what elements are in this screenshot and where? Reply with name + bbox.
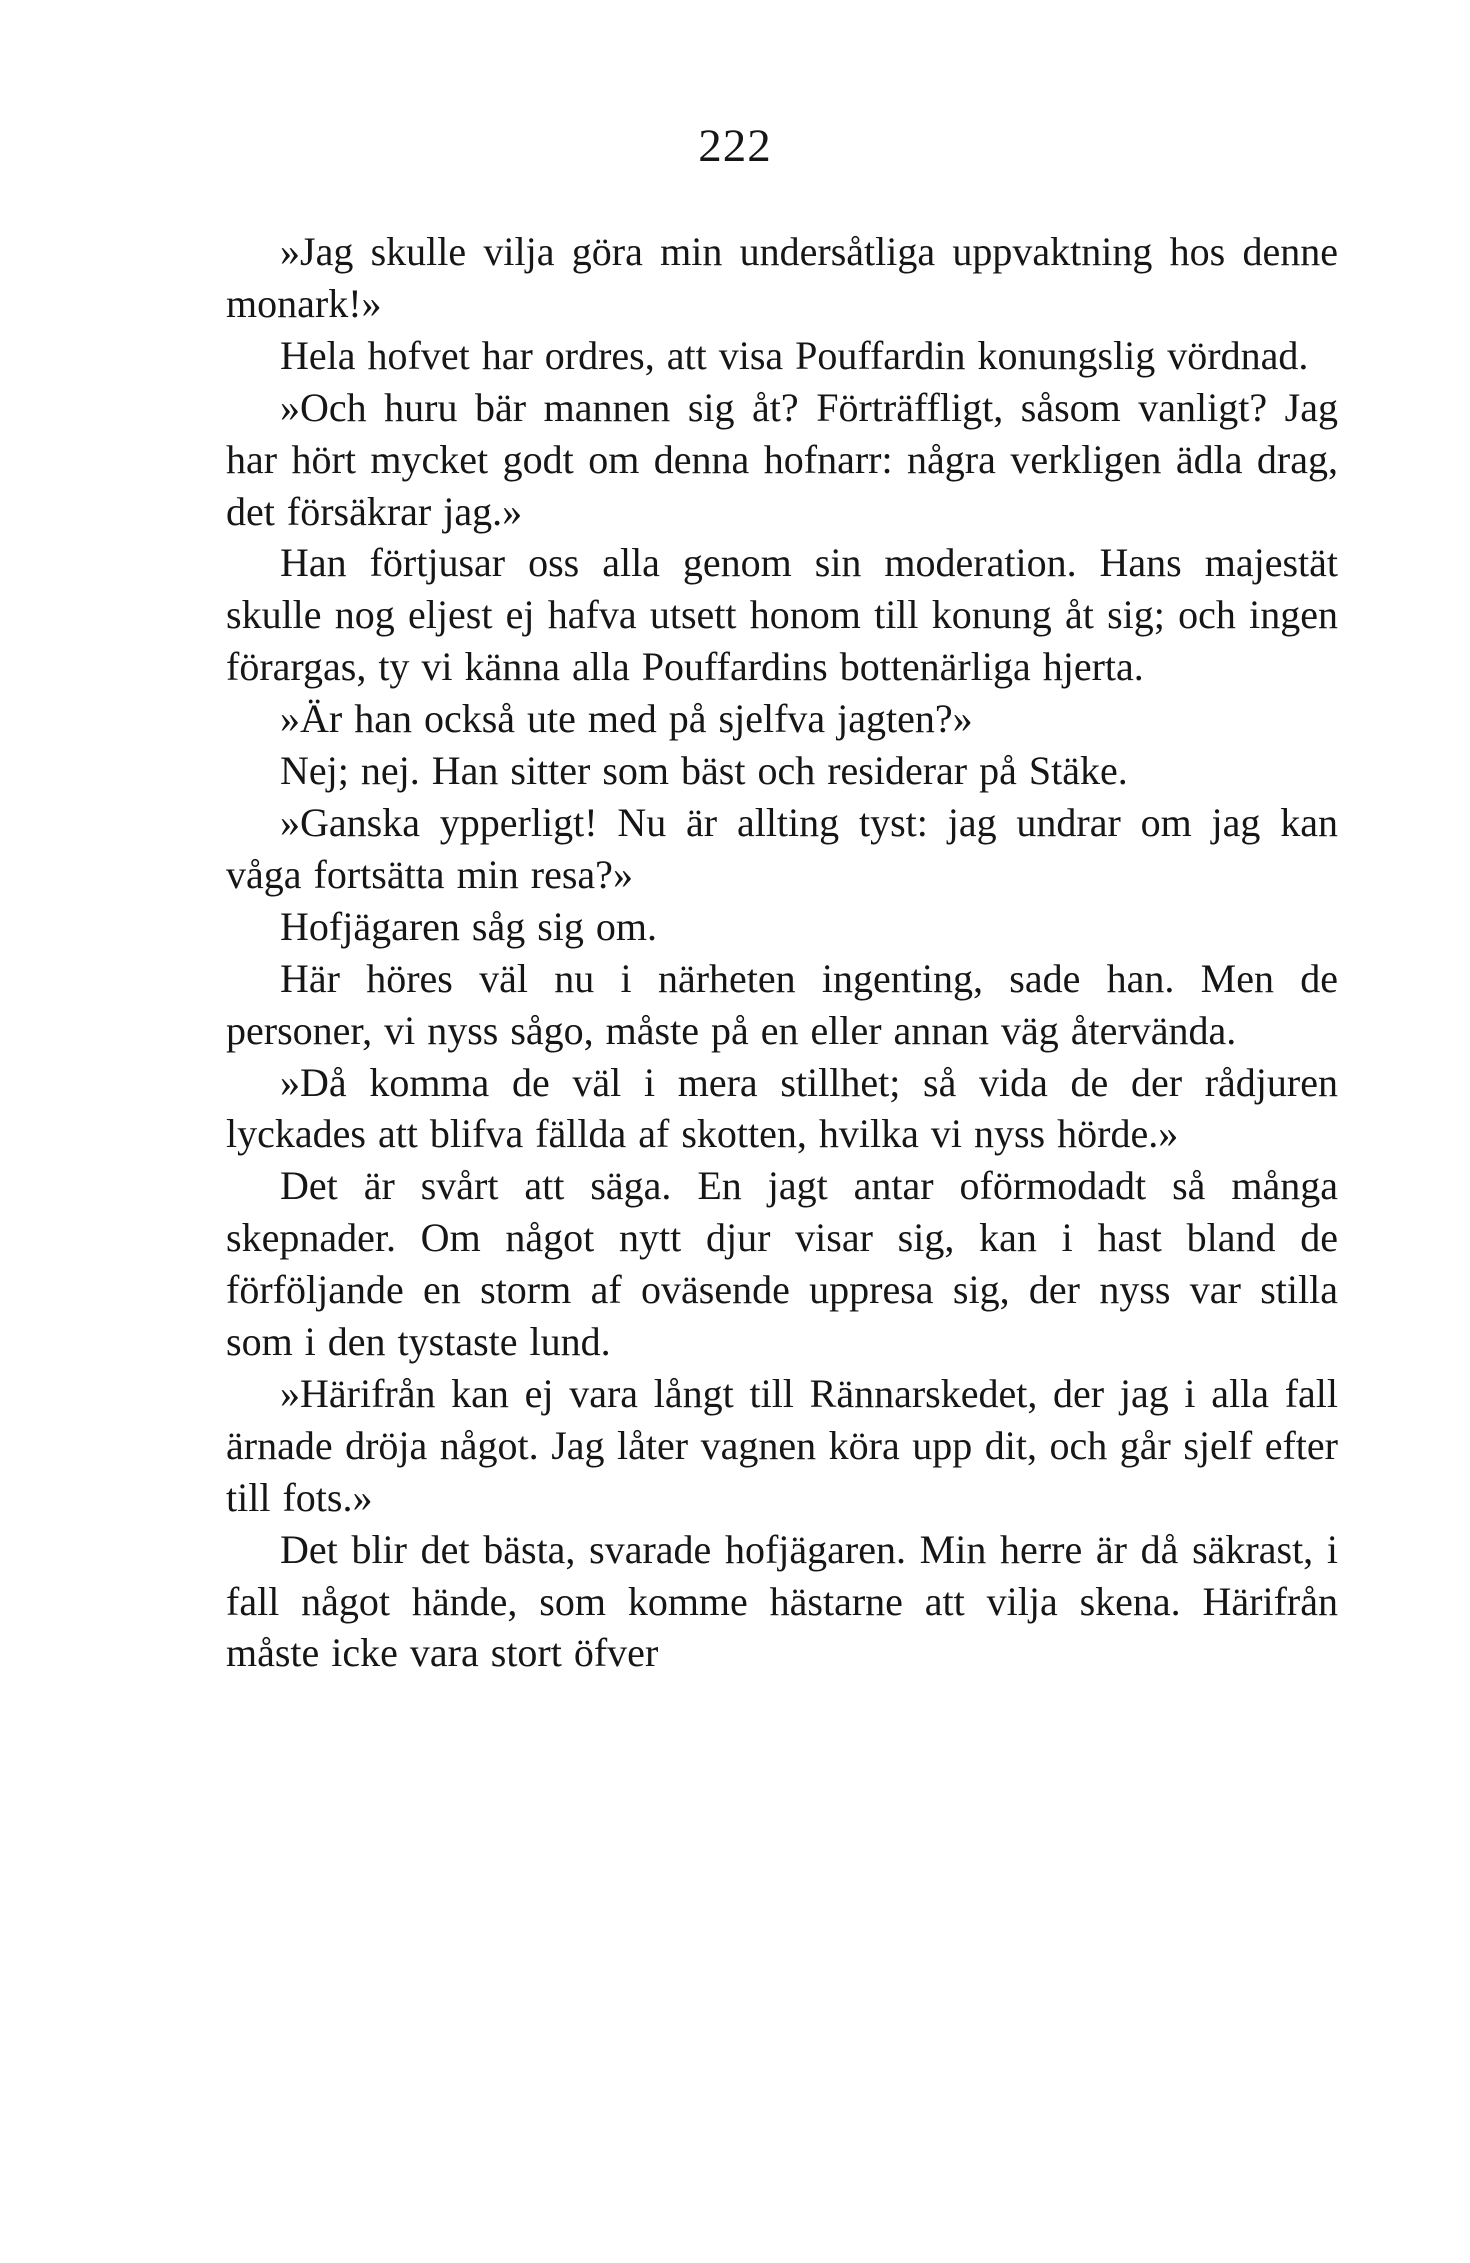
paragraph-12: »Härifrån kan ej vara långt till Rännarskedet, der jag i alla fall ärnade dröja något. Jag låter vagnen köra upp dit, och går sjelf efter till fots.» [226, 1370, 1338, 1520]
paragraph-7: »Ganska ypperligt! Nu är allting tyst: jag undrar om jag kan våga fortsätta min resa?» [226, 799, 1338, 897]
paragraph-1: »Jag skulle vilja göra min undersåtliga uppvaktning hos denne monark!» [226, 229, 1338, 326]
paragraph-6: Nej; nej. Han sitter som bäst och residerar på Stäke. [280, 748, 1128, 794]
body-text [226, 226, 1338, 1679]
paragraph-8: Hofjägaren såg sig om. [280, 903, 658, 949]
paragraph-9: Här höres väl nu i närheten ingenting, sade han. Men de personer, vi nyss sågo, måste på en eller annan väg återvända. [226, 955, 1338, 1053]
paragraph-3: »Och huru bär mannen sig åt? Förträffligt, såsom vanligt? Jag har hört mycket godt om denna hofnarr: några verkligen ädla drag, det försäkrar jag.» [226, 384, 1338, 534]
page-number: 222 [698, 120, 772, 172]
paragraph-4: Han förtjusar oss alla genom sin moderation. Hans majestät skulle nog eljest ej hafva utsett honom till konung åt sig; och ingen förargas, ty vi känna alla Pouffardins bottenärliga hjerta. [226, 540, 1338, 690]
paragraph-2: Hela hofvet har ordres, att visa Pouffardin konungslig vördnad. [280, 332, 1309, 378]
paragraph-11: Det är svårt att säga. En jagt antar oförmodadt så många skepnader. Om något nytt djur visar sig, kan i hast bland de förföljande en storm af oväsende uppresa sig, der nyss var stilla som i den tystaste lund. [226, 1163, 1338, 1365]
paragraph-5: »Är han också ute med på sjelfva jagten?» [280, 696, 973, 742]
paragraph-13: Det blir det bästa, svarade hofjägaren. Min herre är då säkrast, i fall något hände, som komme hästarne att vilja skena. Härifrån måste icke vara stort öfver [226, 1526, 1338, 1676]
paragraph-10: »Då komma de väl i mera stillhet; så vida de der rådjuren lyckades att blifva fällda af skotten, hvilka vi nyss hörde.» [226, 1059, 1338, 1157]
